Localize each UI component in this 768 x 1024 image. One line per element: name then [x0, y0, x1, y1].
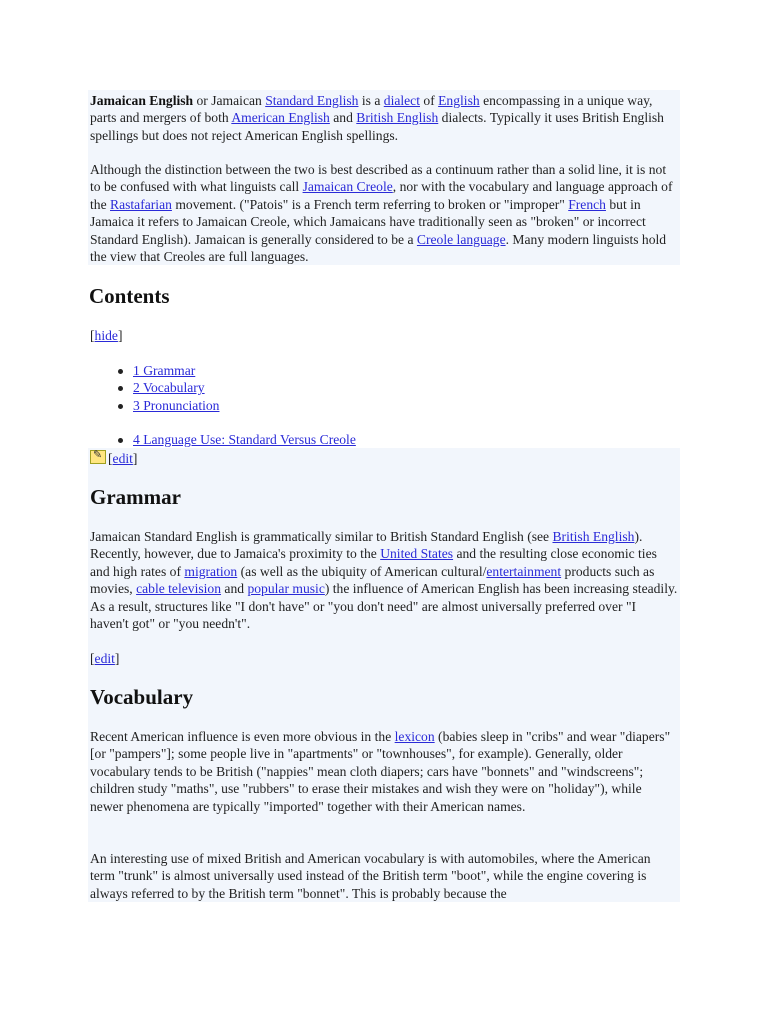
- link-creole-language[interactable]: Creole language: [416, 231, 506, 247]
- pencil-icon[interactable]: ✎: [90, 450, 106, 464]
- toc-item: [90, 362, 219, 379]
- link-cable-television[interactable]: cable television: [136, 581, 222, 597]
- toc-toggle: [hide]: [90, 328, 123, 343]
- article-title: Jamaican English: [90, 93, 194, 108]
- toc-link-language-use[interactable]: 4 Language Use: Standard Versus Creole: [133, 432, 356, 447]
- toc-item: [90, 397, 219, 414]
- link-entertainment[interactable]: entertainment: [486, 563, 562, 579]
- link-british-english[interactable]: British English: [552, 529, 635, 544]
- toc-list: [90, 362, 219, 414]
- intro-paragraph: Jamaican English or Jamaican Standard English is a dialect of English encompassing in a unique way, parts and mergers of both American English and British English dialects. Typically it uses British English spellings but does not reject American English spellings.: [90, 93, 664, 143]
- edit-section-vocabulary: [edit]: [90, 651, 120, 666]
- distinction-paragraph: Although the distinction between the two is best described as a continuum rather than a solid line, it is not to be confused with what linguists call Jamaican Creole, nor with the vocabulary and language approach of the Rastafarian movement. ("Patois" is a French term referring to broken or "improper" French but in Jamaica it refers to Jamaican Creole, which Jamaicans have traditionally seen as "broken" or incorrect Standard English). Jamaican is generally considered to be a Creole language. Many modern linguists hold the view that Creoles are full languages.: [90, 162, 673, 265]
- link-jamaican-creole[interactable]: Jamaican Creole: [302, 179, 393, 195]
- link-british-english[interactable]: British English: [356, 110, 439, 126]
- hide-toc-link[interactable]: hide: [94, 328, 118, 343]
- link-standard-english[interactable]: Standard English: [265, 93, 359, 108]
- toc-item: [90, 431, 356, 448]
- edit-link[interactable]: edit: [94, 651, 115, 666]
- link-popular-music[interactable]: popular music: [247, 581, 325, 597]
- toc-link-pronunciation[interactable]: 3 Pronunciation: [133, 397, 220, 413]
- toc-list-continued: [90, 431, 356, 448]
- link-american-english[interactable]: American English: [231, 110, 330, 126]
- link-dialect[interactable]: dialect: [383, 93, 420, 108]
- content-background: [88, 448, 680, 902]
- link-united-states[interactable]: United States: [380, 546, 454, 562]
- link-lexicon[interactable]: lexicon: [394, 729, 435, 744]
- vocabulary-paragraph: Recent American influence is even more obvious in the lexicon (babies sleep in "cribs" and wear "diapers" [or "pampers"]; some people live in "apartments" or "townhouses", for example). Generally, older vocabulary tends to be British ("nappies" mean cloth diapers; cars have "bonnets" and "windscreens"; children study "maths", use "rubbers" to erase their mistakes and wish they were on "holiday"), while newer phenomena are typically "imported" together with their American names.: [90, 729, 671, 814]
- contents-heading: Contents: [89, 284, 170, 308]
- link-english[interactable]: English: [438, 93, 480, 108]
- edit-section-grammar: ✎ [edit]: [90, 450, 137, 467]
- link-french[interactable]: French: [568, 196, 606, 212]
- grammar-paragraph: Jamaican Standard English is grammatically similar to British Standard English (see British English). Recently, however, due to Jamaica's proximity to the United States and the resulting close economic ties and high rates of migration (as well as the ubiquity of American cultural/entertainment products such as movies, cable television and popular music) the influence of American English has been increasing steadily. As a result, structures like "I don't have" or "you don't need" are almost universally preferred over "I haven't got" or "you needn't".: [90, 529, 678, 632]
- toc-link-grammar[interactable]: 1 Grammar: [133, 363, 196, 378]
- toc-item: [90, 379, 219, 396]
- automobiles-paragraph: An interesting use of mixed British and American vocabulary is with automobiles, where the American term "trunk" is almost universally used instead of the British term "boot", while the engine covering is always referred to by the British term "bonnet". This is probably because the: [90, 851, 651, 901]
- toc-link-vocabulary[interactable]: 2 Vocabulary: [133, 380, 205, 396]
- link-rastafarian[interactable]: Rastafarian: [110, 196, 172, 212]
- edit-link[interactable]: edit: [112, 451, 133, 466]
- vocabulary-heading: Vocabulary: [90, 685, 194, 709]
- grammar-heading: Grammar: [90, 485, 181, 509]
- link-migration[interactable]: migration: [184, 563, 238, 579]
